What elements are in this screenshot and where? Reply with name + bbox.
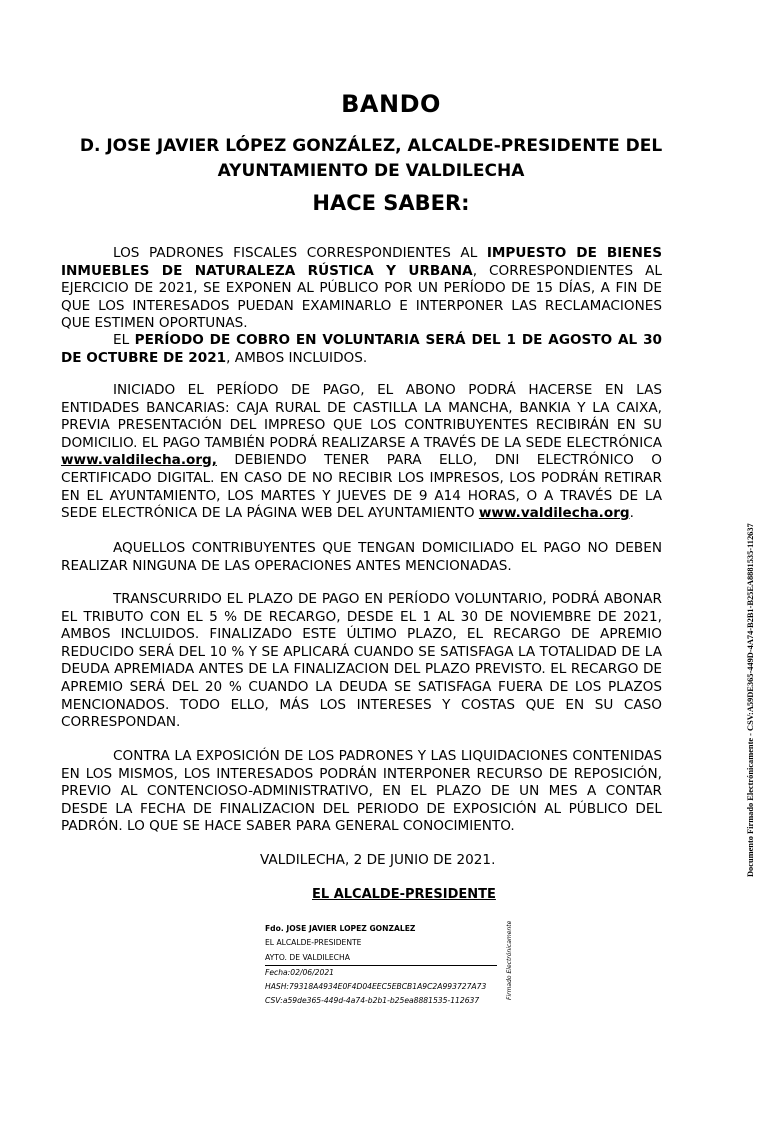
issuer-line-1: D. JOSE JAVIER LÓPEZ GONZÁLEZ, ALCALDE-PRESIDENTE DEL [79,136,663,156]
issuer-line-2: AYUNTAMIENTO DE VALDILECHA [217,161,525,181]
signer-title: EL ALCALDE-PRESIDENTE [312,887,496,902]
p3-text-c: . [629,505,634,522]
paragraph-recurso: CONTRA LA EXPOSICIÓN DE LOS PADRONES Y LAS LIQUIDACIONES CONTENIDAS EN LOS MISMOS, LOS INTERESADOS PODRÁN INTERPONER RECURSO DE REPOSICIÓN, PREVIO AL CONTENCIOSO-ADMINISTRATIVO, EN EL PLAZO DE UN MES A CONTAR DESDE LA FECHA DE FINALIZACION DEL PERIODO DE EXPOSICIÓN AL PÚBLICO DEL PADRÓN. LO QUE SE HACE SABER PARA GENERAL CONOCIMIENTO. [61,748,662,835]
paragraph-recargo: TRANSCURRIDO EL PLAZO DE PAGO EN PERÍODO VOLUNTARIO, PODRÁ ABONAR EL TRIBUTO CON EL 5 % DE RECARGO, DESDE EL 1 AL 30 DE NOVIEMBRE DE 2021, AMBOS INCLUIDOS. FINALIZADO ESTE ÚLTIMO PLAZO, EL RECARGO DE APREMIO REDUCIDO SERÁ DEL 10 % Y SE APLICARÁ CUANDO SE SATISFAGA LA TOTALIDAD DE LA DEUDA APREMIADA ANTES DE LA FINALIZACION DEL PLAZO PREVISTO. EL RECARGO DE APREMIO SERÁ DEL 20 % CUANDO LA DEUDA SE SATISFAGA FUERA DE LOS PLAZOS MENCIONADOS. TODO ELLO, MÁS LOS INTERESES Y COSTAS QUE EN SU CASO CORRESPONDAN. [61,591,662,731]
document-date: VALDILECHA, 2 DE JUNIO DE 2021. [260,852,496,868]
p2-text-c: , AMBOS INCLUIDOS. [226,349,368,366]
issuer-heading [21,134,721,184]
document-title: BANDO [341,90,441,118]
electronic-signature-block [265,922,505,1009]
p1-text-a: LOS PADRONES FISCALES CORRESPONDIENTES AL [113,245,487,261]
paragraph-periodo-cobro [61,332,662,367]
p3-text-b: DEBIENDO TENER PARA ELLO, DNI ELECTRÓNICO O CERTIFICADO DIGITAL. EN CASO DE NO RECIBIR LOS IMPRESOS, LOS PODRÁN RETIRAR EN EL AYUNTAMIENTO, LOS MARTES Y JUEVES DE 9 A14 HORAS, O A TRAVÉS DE LA SEDE ELECTRÓNICA DE LA PÁGINA WEB DEL AYUNTAMIENTO [61,452,662,522]
paragraph-padrones [61,245,662,333]
p2-text-bold: PERÍODO DE COBRO EN VOLUNTARIA SERÁ DEL 1 DE AGOSTO AL 30 DE OCTUBRE DE 2021 [61,332,662,366]
sede-link-2[interactable]: www.valdilecha.org [478,505,630,522]
side-csv-stamp: Documento Firmado Electrónicamente - CSV:A59DE365-449D-4A74-B2B1-B25EA8881535-112637 [746,523,755,877]
p3-text-a: INICIADO EL PERÍODO DE PAGO, EL ABONO PODRÁ HACERSE EN LAS ENTIDADES BANCARIAS: CAJA RURAL DE CASTILLA LA MANCHA, BANKIA Y LA CAIXA, PREVIA PRESENTACIÓN DEL IMPRESO QUE LOS CONTRIBUYENTES RECIBIRÁN EN SU DOMICILIO. EL PAGO TAMBIÉN PODRÁ REALIZARSE A TRAVÉS DE LA SEDE ELECTRÓNICA [61,382,662,451]
signature-vertical-label: Firmado Electrónicamente [506,920,513,1000]
paragraph-domiciliado: AQUELLOS CONTRIBUYENTES QUE TENGAN DOMICILIADO EL PAGO NO DEBEN REALIZAR NINGUNA DE LAS OPERACIONES ANTES MENCIONADAS. [61,540,662,574]
signature-role: EL ALCALDE-PRESIDENTE [265,938,362,948]
p1-text-c: , CORRESPONDIENTES AL EJERCICIO DE 2021, SE EXPONEN AL PÚBLICO POR UN PERÍODO DE 15 DÍAS, A FIN DE QUE LOS INTERESADOS PUEDAN EXAMINARLO E INTERPONER LAS RECLAMACIONES QUE ESTIMEN OPORTUNAS. [61,262,662,332]
hace-saber-heading: HACE SABER: [312,191,470,215]
signature-csv: CSV:a59de365-449d-4a74-b2b1-b25ea8881535-112637 [265,996,480,1006]
signature-hash: HASH:79318A4934E0F4D04EEC5EBCB1A9C2A993727A73 [265,982,487,992]
signature-date: Fecha:02/06/2021 [265,967,335,977]
sede-link-1[interactable]: www.valdilecha.org, [61,452,217,469]
p2-text-a: EL [113,332,135,348]
p1-text-bold: IMPUESTO DE BIENES INMUEBLES DE NATURALEZA RÚSTICA Y URBANA [61,245,662,279]
signature-name: Fdo. JOSE JAVIER LOPEZ GONZALEZ [265,924,416,933]
signature-org: AYTO. DE VALDILECHA [265,951,497,966]
paragraph-pago [61,382,662,523]
